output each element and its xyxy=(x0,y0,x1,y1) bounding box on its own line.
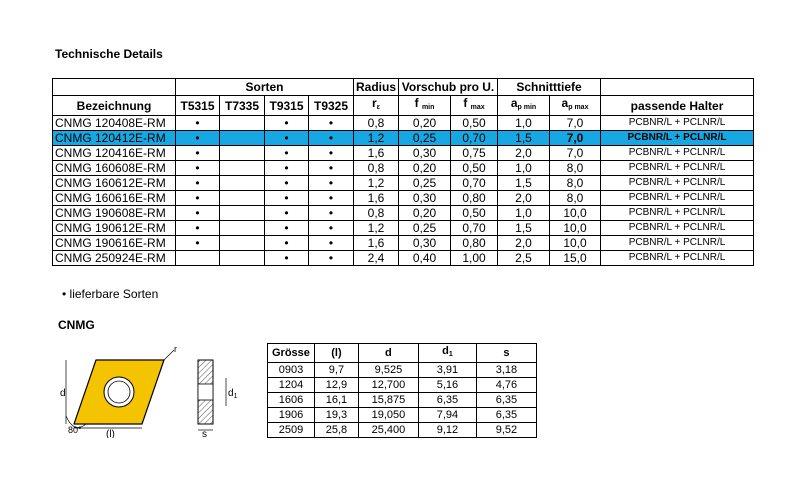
header-grade-t7335: T7335 xyxy=(220,96,265,116)
cell-g4: • xyxy=(309,236,354,251)
cell-g2 xyxy=(220,221,265,236)
cell-holder: PCBNR/L + PCLNR/L xyxy=(601,146,754,161)
dim-header-s: s xyxy=(476,344,536,363)
dimension-row xyxy=(268,393,537,408)
dim-cell: 19,3 xyxy=(314,408,358,423)
cell-g1: • xyxy=(176,116,220,131)
cell-g3: • xyxy=(265,161,309,176)
cell-holder: PCBNR/L + PCLNR/L xyxy=(601,116,754,131)
dim-cell: 15,875 xyxy=(358,393,418,408)
dim-header-d1: $d_1$ xyxy=(418,344,476,363)
cell-apmin: 1,5 xyxy=(498,221,550,236)
header-grade-t9325: T9325 xyxy=(309,96,354,116)
table-row xyxy=(53,131,754,146)
cell-g2 xyxy=(220,236,265,251)
dim-cell: 4,76 xyxy=(476,378,536,393)
dimension-row xyxy=(268,423,537,438)
cell-apmin: 2,0 xyxy=(498,191,550,206)
dimension-row xyxy=(268,378,537,393)
table-row xyxy=(53,116,754,131)
cell-apmax: 8,0 xyxy=(550,176,601,191)
dimension-d1-label: $d_1$ xyxy=(228,388,238,400)
cell-fmax: 1,00 xyxy=(451,251,498,266)
cell-g3: • xyxy=(265,116,309,131)
dim-cell: 19,050 xyxy=(358,408,418,423)
cell-apmax: 7,0 xyxy=(550,146,601,161)
dimension-s-label: s xyxy=(202,429,207,438)
cell-g1: • xyxy=(176,161,220,176)
cell-fmin: 0,25 xyxy=(399,131,451,146)
cell-g2 xyxy=(220,161,265,176)
dim-cell: 6,35 xyxy=(476,393,536,408)
cell-g3: • xyxy=(265,206,309,221)
header-vorschub: Vorschub pro U. xyxy=(399,79,498,96)
dim-header-d: d xyxy=(358,344,418,363)
cell-holder: PCBNR/L + PCLNR/L xyxy=(601,176,754,191)
header-radius: Radius xyxy=(354,79,399,96)
cell-r: 1,2 xyxy=(354,131,399,146)
cell-g2 xyxy=(220,146,265,161)
cell-fmax: 0,70 xyxy=(451,221,498,236)
cell-g3: • xyxy=(265,176,309,191)
cell-g2 xyxy=(220,206,265,221)
insert-top-view xyxy=(74,360,164,424)
cell-name: CNMG 190616E-RM xyxy=(53,236,176,251)
header-passende-halter: passende Halter xyxy=(601,96,754,116)
dim-cell: 9,52 xyxy=(476,423,536,438)
cell-name: CNMG 120408E-RM xyxy=(53,116,176,131)
cell-name: CNMG 120412E-RM xyxy=(53,131,176,146)
cell-apmin: 1,5 xyxy=(498,131,550,146)
cell-r: 1,6 xyxy=(354,191,399,206)
cell-g3: • xyxy=(265,221,309,236)
cell-g3: • xyxy=(265,191,309,206)
cell-r: 1,2 xyxy=(354,176,399,191)
cell-name: CNMG 160612E-RM xyxy=(53,176,176,191)
cell-g1: • xyxy=(176,146,220,161)
table-row xyxy=(53,251,754,266)
angle-label: 80° xyxy=(68,425,82,435)
dimension-d-label: d xyxy=(60,388,66,399)
cell-g4: • xyxy=(309,191,354,206)
cell-g4: • xyxy=(309,251,354,266)
cell-name: CNMG 250924E-RM xyxy=(53,251,176,266)
cell-g2 xyxy=(220,116,265,131)
empty-header-cell xyxy=(53,79,176,96)
cell-g1 xyxy=(176,251,220,266)
dimension-header-row xyxy=(268,344,537,363)
cell-g4: • xyxy=(309,176,354,191)
cell-g3: • xyxy=(265,236,309,251)
dim-cell: 9,525 xyxy=(358,363,418,378)
cell-apmin: 1,5 xyxy=(498,176,550,191)
header-f-max: f $_{max}$ xyxy=(451,96,498,116)
cell-g4: • xyxy=(309,116,354,131)
cell-r: 0,8 xyxy=(354,116,399,131)
cell-holder: PCBNR/L + PCLNR/L xyxy=(601,251,754,266)
cell-r: 1,2 xyxy=(354,221,399,236)
dim-cell: 16,1 xyxy=(314,393,358,408)
cell-g2 xyxy=(220,251,265,266)
cell-g2 xyxy=(220,131,265,146)
cell-g3: • xyxy=(265,146,309,161)
dimension-l-label: (l) xyxy=(106,429,115,438)
cell-apmax: 8,0 xyxy=(550,161,601,176)
dim-cell: 7,94 xyxy=(418,408,476,423)
empty-header-cell xyxy=(601,79,754,96)
dim-cell: 25,400 xyxy=(358,423,418,438)
subsection-title: CNMG xyxy=(58,318,95,332)
cell-apmax: 10,0 xyxy=(550,206,601,221)
dim-cell: 9,12 xyxy=(418,423,476,438)
dimension-row xyxy=(268,363,537,378)
cell-apmin: 1,0 xyxy=(498,206,550,221)
dim-cell: 12,9 xyxy=(314,378,358,393)
cell-fmin: 0,20 xyxy=(399,161,451,176)
cell-name: CNMG 160616E-RM xyxy=(53,191,176,206)
cell-apmin: 1,0 xyxy=(498,161,550,176)
table-row xyxy=(53,191,754,206)
dim-cell: 3,91 xyxy=(418,363,476,378)
dim-cell: 1204 xyxy=(268,378,315,393)
table-row xyxy=(53,146,754,161)
header-bezeichnung: Bezeichnung xyxy=(53,96,176,116)
cell-fmin: 0,40 xyxy=(399,251,451,266)
header-r-epsilon: $r_\varepsilon$ xyxy=(354,96,399,116)
dim-cell: 3,18 xyxy=(476,363,536,378)
cell-name: CNMG 120416E-RM xyxy=(53,146,176,161)
cell-fmin: 0,25 xyxy=(399,221,451,236)
cell-name: CNMG 190612E-RM xyxy=(53,221,176,236)
cell-g4: • xyxy=(309,221,354,236)
cell-apmax: 10,0 xyxy=(550,221,601,236)
cell-fmax: 0,50 xyxy=(451,116,498,131)
cell-r: 0,8 xyxy=(354,206,399,221)
dimension-table xyxy=(267,343,537,438)
cell-holder: PCBNR/L + PCLNR/L xyxy=(601,161,754,176)
insert-drawing xyxy=(58,338,258,438)
dim-header-groesse: Grösse xyxy=(268,344,315,363)
cell-fmax: 0,75 xyxy=(451,146,498,161)
cell-apmax: 7,0 xyxy=(550,116,601,131)
cell-fmin: 0,30 xyxy=(399,146,451,161)
cell-apmax: 10,0 xyxy=(550,236,601,251)
header-grade-t5315: T5315 xyxy=(176,96,220,116)
cell-apmax: 8,0 xyxy=(550,191,601,206)
technical-details-table xyxy=(52,78,754,266)
header-ap-min: $a_{p min}$ xyxy=(498,96,550,116)
radius-label: r xyxy=(174,344,177,354)
cell-fmin: 0,20 xyxy=(399,206,451,221)
header-grade-t9315: T9315 xyxy=(265,96,309,116)
dim-cell: 9,7 xyxy=(314,363,358,378)
table-row xyxy=(53,176,754,191)
cell-g1: • xyxy=(176,131,220,146)
cell-name: CNMG 190608E-RM xyxy=(53,206,176,221)
section-title: Technische Details xyxy=(55,47,163,61)
cell-r: 0,8 xyxy=(354,161,399,176)
header-schnitttiefe: Schnitttiefe xyxy=(498,79,601,96)
dim-cell: 1906 xyxy=(268,408,315,423)
cell-fmin: 0,20 xyxy=(399,116,451,131)
table-row xyxy=(53,161,754,176)
cell-g1: • xyxy=(176,221,220,236)
cell-g3: • xyxy=(265,251,309,266)
dim-cell: 6,35 xyxy=(418,393,476,408)
table-column-header-row xyxy=(53,96,754,116)
cell-apmax: 15,0 xyxy=(550,251,601,266)
dim-cell: 5,16 xyxy=(418,378,476,393)
cell-name: CNMG 160608E-RM xyxy=(53,161,176,176)
cell-apmin: 2,0 xyxy=(498,146,550,161)
cell-holder: PCBNR/L + PCLNR/L xyxy=(601,131,754,146)
cell-apmin: 1,0 xyxy=(498,116,550,131)
cell-apmin: 2,5 xyxy=(498,251,550,266)
cell-fmax: 0,80 xyxy=(451,236,498,251)
cell-holder: PCBNR/L + PCLNR/L xyxy=(601,191,754,206)
cell-g1: • xyxy=(176,176,220,191)
header-f-min: f $_{min}$ xyxy=(399,96,451,116)
cell-fmin: 0,30 xyxy=(399,191,451,206)
cell-fmax: 0,50 xyxy=(451,161,498,176)
cell-g1: • xyxy=(176,206,220,221)
cell-g4: • xyxy=(309,146,354,161)
cell-fmax: 0,70 xyxy=(451,176,498,191)
header-ap-max: $a_{p max}$ xyxy=(550,96,601,116)
cell-fmax: 0,80 xyxy=(451,191,498,206)
cell-g3: • xyxy=(265,131,309,146)
cell-g1: • xyxy=(176,191,220,206)
cell-r: 1,6 xyxy=(354,236,399,251)
dim-cell: 0903 xyxy=(268,363,315,378)
cell-g1: • xyxy=(176,236,220,251)
cell-fmin: 0,25 xyxy=(399,176,451,191)
dimension-row xyxy=(268,408,537,423)
cell-g4: • xyxy=(309,161,354,176)
cell-r: 1,6 xyxy=(354,146,399,161)
table-group-header-row xyxy=(53,79,754,96)
cell-fmin: 0,30 xyxy=(399,236,451,251)
dim-header-l: (l) xyxy=(314,344,358,363)
cell-fmax: 0,50 xyxy=(451,206,498,221)
cell-g4: • xyxy=(309,131,354,146)
dim-cell: 25,8 xyxy=(314,423,358,438)
dim-cell: 1606 xyxy=(268,393,315,408)
dim-cell: 12,700 xyxy=(358,378,418,393)
cell-g2 xyxy=(220,176,265,191)
cell-holder: PCBNR/L + PCLNR/L xyxy=(601,206,754,221)
table-row xyxy=(53,221,754,236)
cell-apmin: 2,0 xyxy=(498,236,550,251)
insert-side-view xyxy=(198,360,213,424)
dim-cell: 6,35 xyxy=(476,408,536,423)
cell-holder: PCBNR/L + PCLNR/L xyxy=(601,236,754,251)
availability-note: • lieferbare Sorten xyxy=(62,287,159,301)
cell-holder: PCBNR/L + PCLNR/L xyxy=(601,221,754,236)
cell-r: 2,4 xyxy=(354,251,399,266)
cell-g2 xyxy=(220,191,265,206)
table-row xyxy=(53,236,754,251)
dim-cell: 2509 xyxy=(268,423,315,438)
cell-fmax: 0,70 xyxy=(451,131,498,146)
cell-apmax: 7,0 xyxy=(550,131,601,146)
header-sorten: Sorten xyxy=(176,79,354,96)
cell-g4: • xyxy=(309,206,354,221)
table-row xyxy=(53,206,754,221)
